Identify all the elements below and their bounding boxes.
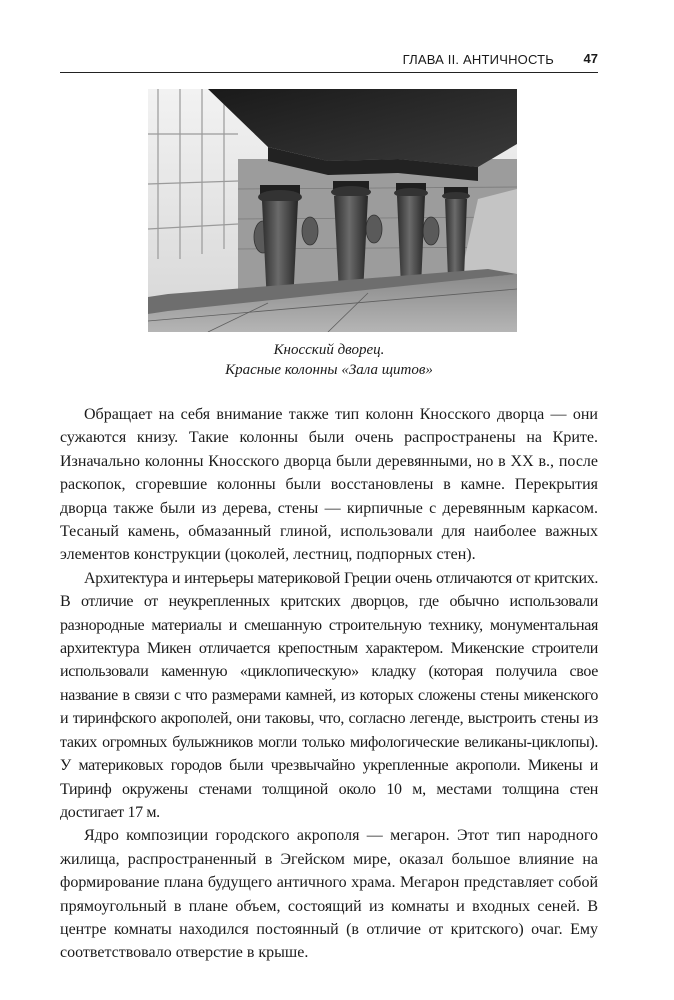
paragraph-3: Ядро композиции городского акрополя — мегарон. Этот тип народного жилища, распространенный в Эгейском мире, оказал большое влияние на формирование плана будущего античного храма. Мегарон представляет собой прямоугольный в плане объем, состоящий из комнаты и входных сеней. В центре комнаты находился постоянный (в отличие от критского) очаг. Ему соответствовало отверстие в крыше. xyxy=(60,827,598,962)
paragraph-2: Архитектура и интерьеры материковой Греции очень отличаются от критских. В отличие от неукрепленных критских дворцов, где обычно использовали разнородные материалы и смешанную строительную технику, монументальная архитектура Микен отличается крепостным характером. Микенские строители использовали каменную «циклопическую» кладку (которая получила свое название в связи с что размерами камней, из которых сложены стены микенского и тиринфского акрополей, они таковы, что, согласно легенде, выстроить стены из таких огромных булыжников могли только мифологические великаны-циклопы). У материковых городов были чрезвычайно укрепленные акрополи. Микены и Тиринф окружены стенами толщиной около 10 м, местами толщина стен достигает 17 м. xyxy=(60,569,598,821)
knossos-palace-photo xyxy=(148,89,517,332)
figure-caption xyxy=(60,340,598,380)
page-number: 47 xyxy=(583,51,598,66)
caption-line-2: Красные колонны «Зала щитов» xyxy=(225,362,433,378)
caption-line-1: Кносский дворец. xyxy=(273,342,385,358)
chapter-title: ГЛАВА II. АНТИЧНОСТЬ xyxy=(402,52,554,67)
running-head xyxy=(60,50,598,73)
body-text xyxy=(60,403,598,965)
paragraph-1: Обращает на себя внимание также тип колонн Кносского дворца — они сужаются книзу. Такие колонны были очень распространены на Крите. Изначально колонны Кносского дворца были деревянными, но в XX в., после раскопок, сгоревшие колонны были восстановлены в камне. Перекрытия дворца также были из дерева, стены — кирпичные с деревянным каркасом. Тесаный камень, обмазанный глиной, использовали для наиболее важных элементов конструкции (цоколей, лестниц, подпорных стен). xyxy=(60,406,598,564)
